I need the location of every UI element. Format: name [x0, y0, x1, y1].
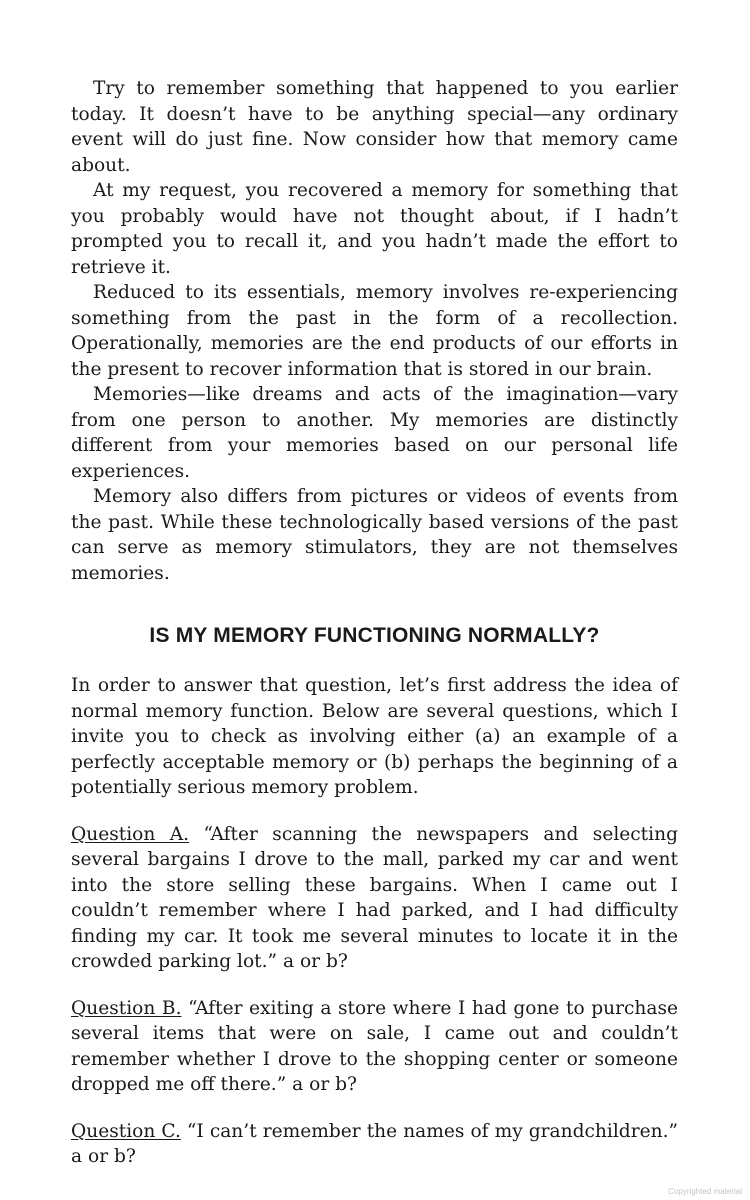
- intro-paragraph-3: Reduced to its essentials, memory involves re-experiencing something from the past in the form of a recollection. Operationally, memories are the end products of our efforts in the present to recover information that is stored in our brain.: [71, 282, 678, 380]
- question-c: [71, 1119, 678, 1170]
- intro-paragraph-5: Memory also differs from pictures or videos of events from the past. While these technologically based versions of the past can serve as memory stimulators, they are not themselves memories.: [71, 486, 678, 584]
- question-b-label: Question B.: [71, 997, 182, 1019]
- book-page: [71, 76, 678, 1170]
- question-a-text: “After scanning the newspapers and selecting several bargains I drove to the mall, parked my car and went into the store selling these bargains. When I came out I couldn’t remember where I had parked, and I had difficulty finding my car. It took me several minutes to locate it in the crowded parking lot.” a or b?: [71, 823, 678, 972]
- section-heading: IS MY MEMORY FUNCTIONING NORMALLY?: [149, 624, 600, 647]
- question-c-label: Question C.: [71, 1120, 181, 1142]
- intro-paragraph-2: At my request, you recovered a memory for something that you probably would have not thought about, if I hadn’t prompted you to recall it, and you hadn’t made the effort to retrieve it.: [71, 180, 678, 278]
- question-a-label: Question A.: [71, 823, 190, 845]
- question-b: [71, 996, 678, 1098]
- copyright-watermark: Copyrighted material: [668, 1187, 742, 1196]
- intro-paragraph-1: Try to remember something that happened to you earlier today. It doesn’t have to be anything special—any ordinary event will do just fine. Now consider how that memory came about.: [71, 78, 678, 176]
- section-intro-paragraph: In order to answer that question, let’s first address the idea of normal memory function. Below are several questions, which I invite you to check as involving either (a) an example of a perfectly acceptable memory or (b) perhaps the beginning of a potentially serious memory problem.: [71, 675, 678, 798]
- intro-paragraph-4: Memories—like dreams and acts of the imagination—vary from one person to another. My memories are distinctly different from your memories based on our personal life experiences.: [71, 384, 678, 482]
- question-a: [71, 822, 678, 975]
- question-b-text: “After exiting a store where I had gone to purchase several items that were on sale, I came out and couldn’t remember whether I drove to the shopping center or someone dropped me off there.” a or b?: [71, 997, 678, 1095]
- question-c-text: “I can’t remember the names of my grandchildren.” a or b?: [71, 1120, 678, 1167]
